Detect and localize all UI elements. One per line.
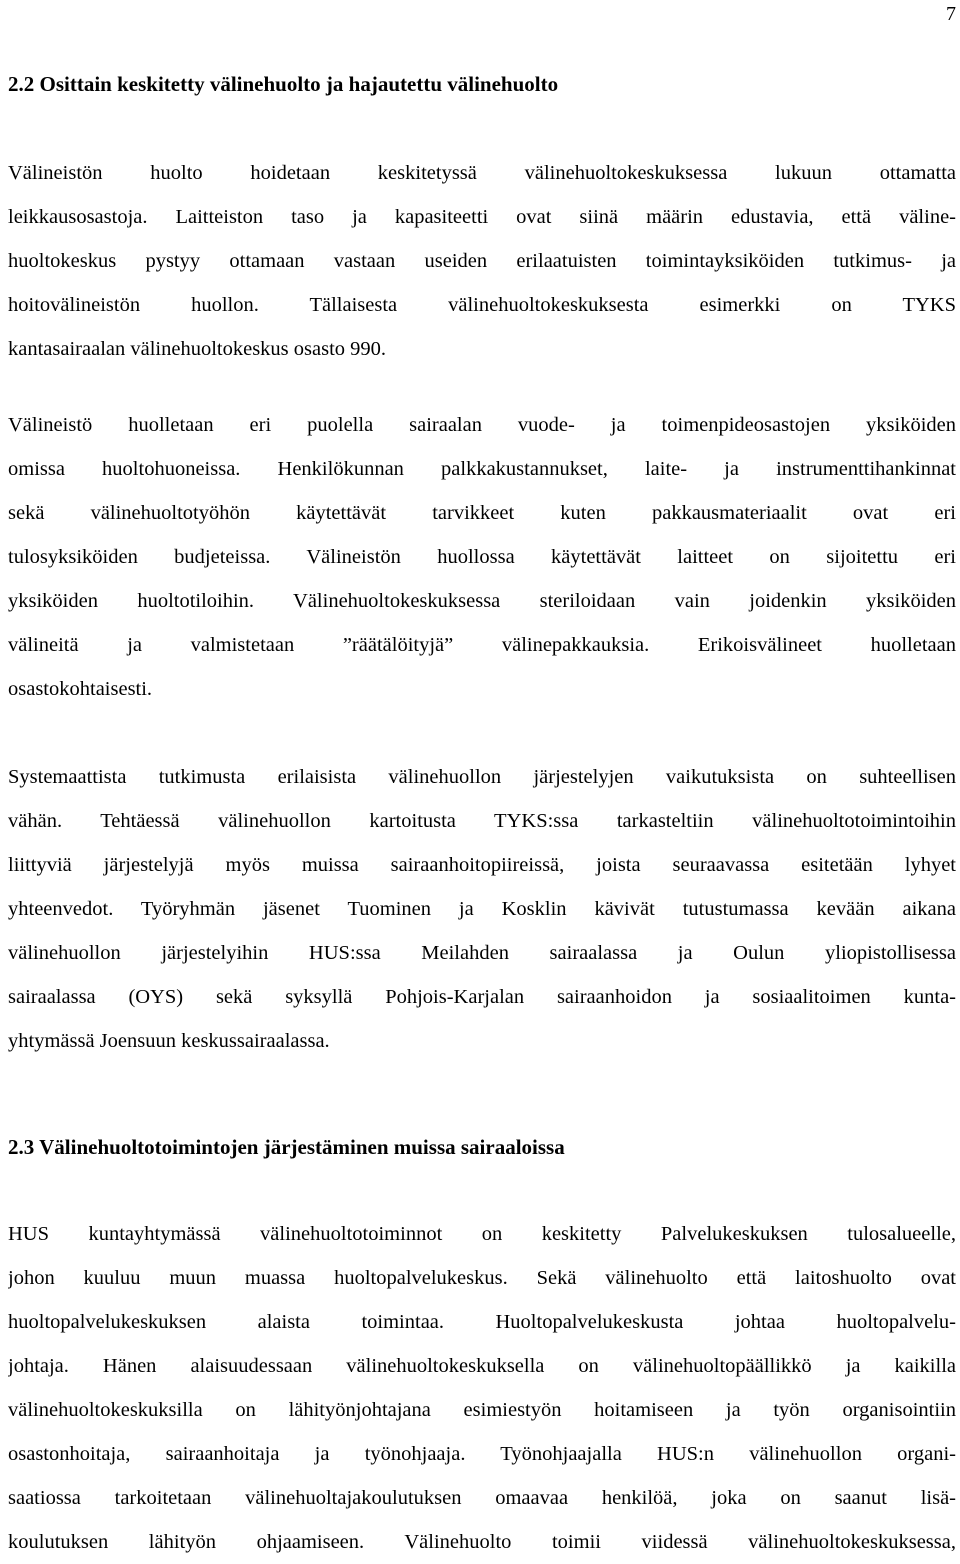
text-line: liittyviä järjestelyjä myös muissa sairaanhoitopiireissä, joista seuraavassa esitetään lyhyet xyxy=(8,854,956,876)
text-line: sairaalassa (OYS) sekä syksyllä Pohjois-Karjalan sairaanhoidon ja sosiaalitoimen kunta- xyxy=(8,986,956,1008)
text-line: Välineistön huolto hoidetaan keskitetyssä välinehuoltokeskuksessa lukuun ottamatta xyxy=(8,162,956,184)
text-line: kantasairaalan välinehuoltokeskus osasto 990. xyxy=(8,338,387,360)
text-line: välineitä ja valmistetaan ”räätälöityjä” välinepakkauksia. Erikoisvälineet huolletaan xyxy=(8,634,956,656)
text-line: sekä välinehuoltotyöhön käytettävät tarvikkeet kuten pakkausmateriaalit ovat eri xyxy=(8,502,956,524)
section-heading-2-2: 2.2 Osittain keskitetty välinehuolto ja hajautettu välinehuolto xyxy=(8,72,559,96)
text-line: yhtymässä Joensuun keskussairaalassa. xyxy=(8,1030,330,1052)
text-line: yksiköiden huoltotiloihin. Välinehuoltokeskuksessa steriloidaan vain joidenkin yksiköiden xyxy=(8,590,956,612)
text-line: Systemaattista tutkimusta erilaisista välinehuollon järjestelyjen vaikutuksista on suhteellisen xyxy=(8,766,956,788)
text-line: huoltopalvelukeskuksen alaista toimintaa. Huoltopalvelukeskusta johtaa huoltopalvelu- xyxy=(8,1311,956,1333)
text-line: Välineistö huolletaan eri puolella sairaalan vuode- ja toimenpideosastojen yksiköiden xyxy=(8,414,956,436)
text-line: huoltokeskus pystyy ottamaan vastaan useiden erilaatuisten toimintayksiköiden tutkimus- ja xyxy=(8,250,956,272)
text-line: välinehuollon järjestelyihin HUS:ssa Meilahden sairaalassa ja Oulun yliopistollisessa xyxy=(8,942,956,964)
text-line: tulosyksiköiden budjeteissa. Välineistön huollossa käytettävät laitteet on sijoitettu eri xyxy=(8,546,956,568)
text-line: koulutuksen lähityön ohjaamiseen. Välinehuolto toimii viidessä välinehuoltokeskuksessa, xyxy=(8,1531,956,1553)
text-line: HUS kuntayhtymässä välinehuoltotoiminnot on keskitetty Palvelukeskuksen tulosalueelle, xyxy=(8,1223,956,1245)
text-line: osastonhoitaja, sairaanhoitaja ja työnohjaaja. Työnohjaajalla HUS:n välinehuollon organi- xyxy=(8,1443,956,1465)
text-line: välinehuoltokeskuksilla on lähityönjohtajana esimiestyön hoitamiseen ja työn organisointiin xyxy=(8,1399,956,1421)
text-line: leikkausosastoja. Laitteiston taso ja kapasiteetti ovat siinä määrin edustavia, että väline- xyxy=(8,206,956,228)
paragraph-2-3-1 xyxy=(8,1212,956,1564)
text-line: yhteenvedot. Työryhmän jäsenet Tuominen ja Kosklin kävivät tutustumassa kevään aikana xyxy=(8,898,956,920)
text-line: omissa huoltohuoneissa. Henkilökunnan palkkakustannukset, laite- ja instrumenttihankinnat xyxy=(8,458,956,480)
text-line: osastokohtaisesti. xyxy=(8,678,153,700)
text-line: hoitovälineistön huollon. Tällaisesta välinehuoltokeskuksesta esimerkki on TYKS xyxy=(8,294,956,316)
text-line: johtaja. Hänen alaisuudessaan välinehuoltokeskuksella on välinehuoltopäällikkö ja kaikilla xyxy=(8,1355,956,1377)
text-line: johon kuuluu muun muassa huoltopalvelukeskus. Sekä välinehuolto että laitoshuolto ovat xyxy=(8,1267,956,1289)
page-number: 7 xyxy=(946,3,956,25)
text-line: saatiossa tarkoitetaan välinehuoltajakoulutuksen omaavaa henkilöä, joka on saanut lisä- xyxy=(8,1487,956,1509)
text-line: vähän. Tehtäessä välinehuollon kartoitusta TYKS:ssa tarkasteltiin välinehuoltotoimintoihin xyxy=(8,810,956,832)
paragraph-2-2-3 xyxy=(8,755,956,1063)
paragraph-2-2-2 xyxy=(8,403,956,711)
paragraph-2-2-1 xyxy=(8,151,956,371)
section-heading-2-3: 2.3 Välinehuoltotoimintojen järjestäminen muissa sairaaloissa xyxy=(8,1135,565,1159)
